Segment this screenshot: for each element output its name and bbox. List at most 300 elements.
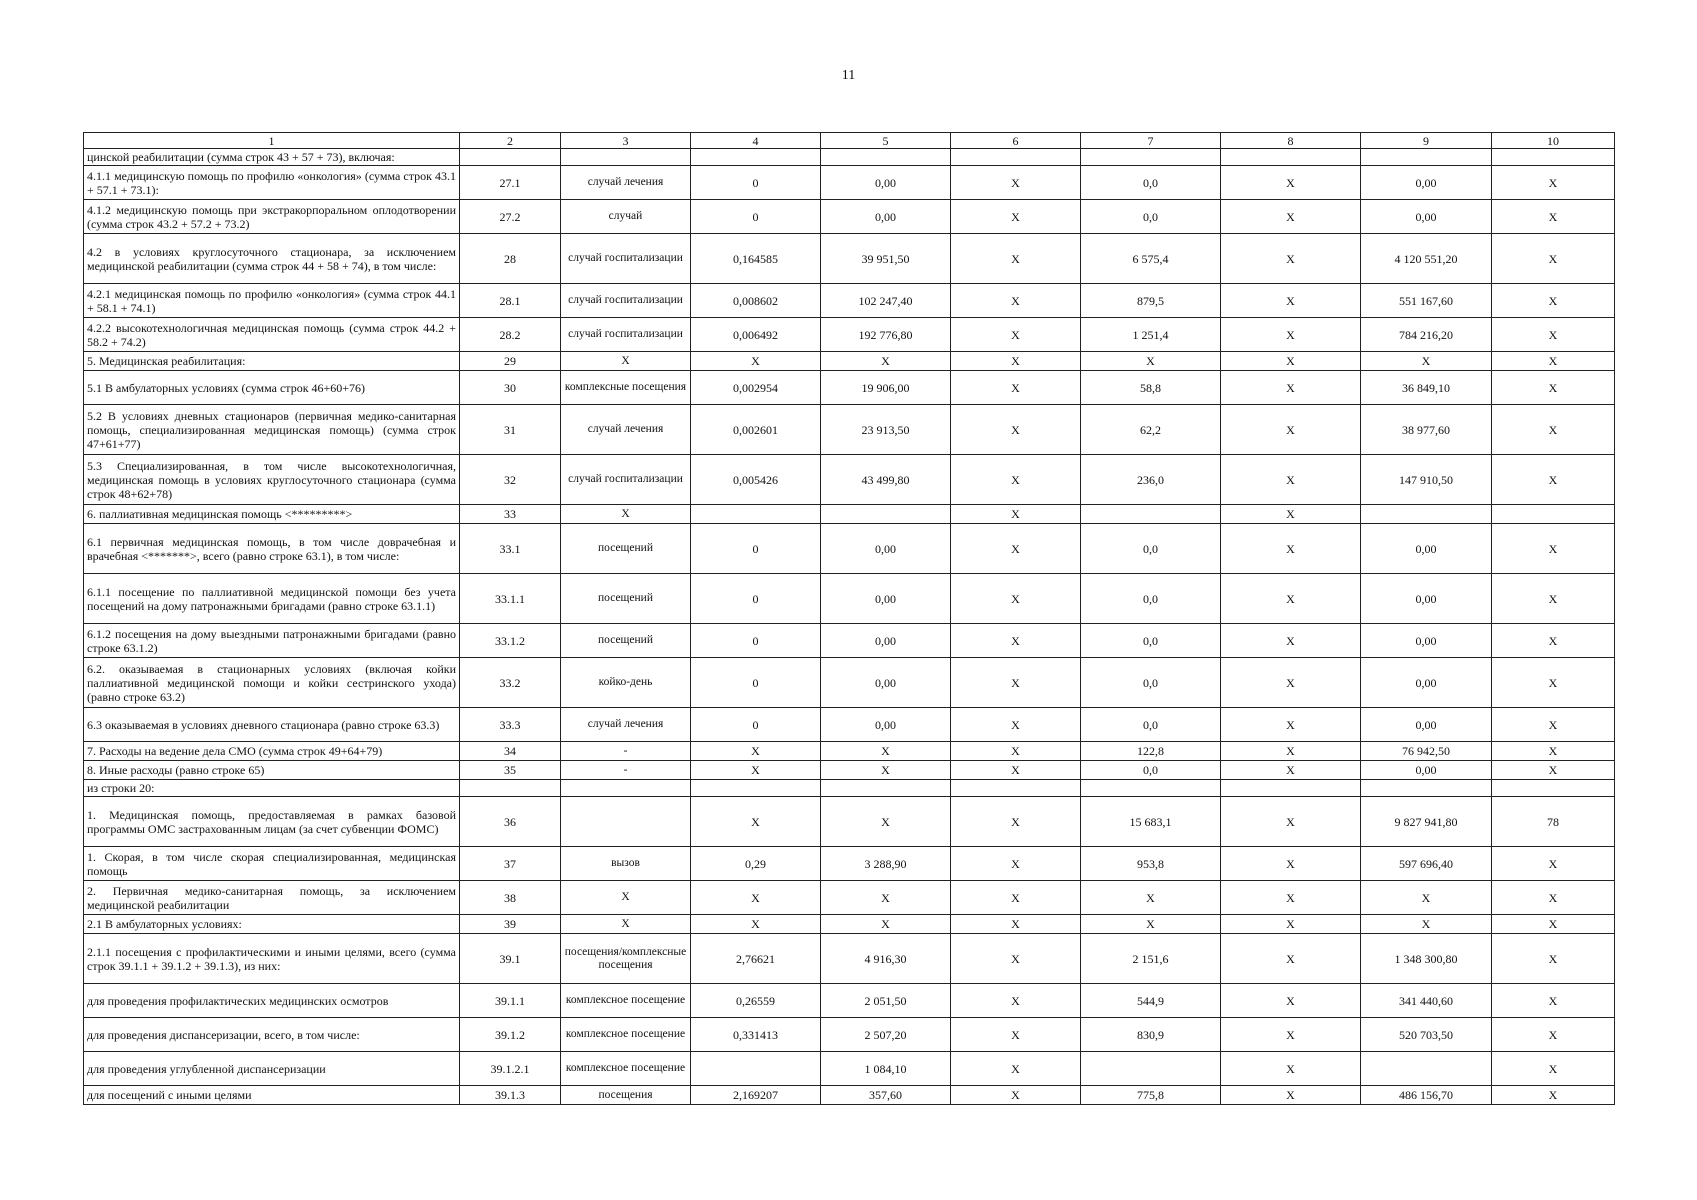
table-cell-col-8: Х <box>1221 761 1361 780</box>
column-header-2: 2 <box>460 133 561 149</box>
table-cell-col-7: Х <box>1081 915 1221 934</box>
table-cell-col-7: 0,0 <box>1081 624 1221 658</box>
table-cell-col-4: Х <box>691 761 821 780</box>
table-cell-col-10: Х <box>1492 455 1615 505</box>
table-cell-col-8: Х <box>1221 284 1361 318</box>
table-cell-col-4 <box>691 780 821 797</box>
table-cell-col-3: Х <box>561 505 691 524</box>
column-header-8: 8 <box>1221 133 1361 149</box>
table-cell-col-8: Х <box>1221 371 1361 405</box>
table-cell-col-3: вызов <box>561 847 691 881</box>
table-cell-col-6: Х <box>951 915 1081 934</box>
table-cell-col-4: Х <box>691 352 821 371</box>
table-cell-col-6: Х <box>951 742 1081 761</box>
table-row <box>84 1086 1615 1105</box>
table-cell-col-5: 0,00 <box>821 708 951 742</box>
header-row <box>84 133 1615 149</box>
table-cell-col-7 <box>1081 780 1221 797</box>
table-cell-col-10 <box>1492 505 1615 524</box>
table-cell-col-6: Х <box>951 371 1081 405</box>
table-cell-col-7: 953,8 <box>1081 847 1221 881</box>
table-cell-col-2: 33.1 <box>460 524 561 574</box>
table-cell-col-3: - <box>561 742 691 761</box>
table-cell-col-9: Х <box>1361 352 1492 371</box>
table-cell-col-8 <box>1221 780 1361 797</box>
table-cell-col-2: 28.2 <box>460 318 561 352</box>
table-cell-col-3: комплексное посещение <box>561 1052 691 1086</box>
row-label-cell: 8. Иные расходы (равно строке 65) <box>84 761 460 780</box>
table-cell-col-5: Х <box>821 761 951 780</box>
table-cell-col-3: случай госпитализации <box>561 455 691 505</box>
table-cell-col-8: Х <box>1221 934 1361 984</box>
table-cell-col-8: Х <box>1221 847 1361 881</box>
table-cell-col-9 <box>1361 1052 1492 1086</box>
table-cell-col-3 <box>561 149 691 166</box>
table-cell-col-3: комплексное посещение <box>561 1018 691 1052</box>
table-cell-col-4: Х <box>691 797 821 847</box>
row-label-cell: 6.1 первичная медицинская помощь, в том числе доврачебная и врачебная <*******>, всего (равно строке 63.1), в том числе: <box>84 524 460 574</box>
table-cell-col-2: 38 <box>460 881 561 915</box>
table-row <box>84 797 1615 847</box>
row-label-cell: 6.1.2 посещения на дому выездными патронажными бригадами (равно строке 63.1.2) <box>84 624 460 658</box>
row-label-cell: 5.3 Специализированная, в том числе высокотехнологичная, медицинская помощь в условиях круглосуточного стационара (сумма строк 48+62+78) <box>84 455 460 505</box>
table-cell-col-7: 62,2 <box>1081 405 1221 455</box>
table-cell-col-5 <box>821 149 951 166</box>
row-label-cell: 1. Скорая, в том числе скорая специализированная, медицинская помощь <box>84 847 460 881</box>
table-cell-col-5: 0,00 <box>821 624 951 658</box>
table-cell-col-3: - <box>561 761 691 780</box>
table-cell-col-2: 39.1 <box>460 934 561 984</box>
table-row <box>84 524 1615 574</box>
table-row <box>84 934 1615 984</box>
row-label-cell: 6.3 оказываемая в условиях дневного стационара (равно строке 63.3) <box>84 708 460 742</box>
table-cell-col-7: 0,0 <box>1081 761 1221 780</box>
table-cell-col-5: 23 913,50 <box>821 405 951 455</box>
table-cell-col-5: Х <box>821 915 951 934</box>
row-label-cell: 5.1 В амбулаторных условиях (сумма строк 46+60+76) <box>84 371 460 405</box>
table-cell-col-8 <box>1221 149 1361 166</box>
table-cell-col-6: Х <box>951 505 1081 524</box>
row-label-cell: 2.1 В амбулаторных условиях: <box>84 915 460 934</box>
table-cell-col-9: 551 167,60 <box>1361 284 1492 318</box>
table-cell-col-8: Х <box>1221 658 1361 708</box>
table-cell-col-9: 784 216,20 <box>1361 318 1492 352</box>
column-header-10: 10 <box>1492 133 1615 149</box>
table-cell-col-4: 0,006492 <box>691 318 821 352</box>
table-cell-col-2: 33 <box>460 505 561 524</box>
table-cell-col-6: Х <box>951 405 1081 455</box>
table-cell-col-5: 3 288,90 <box>821 847 951 881</box>
row-label-cell: для проведения профилактических медицинских осмотров <box>84 984 460 1018</box>
table-cell-col-10: Х <box>1492 352 1615 371</box>
table-cell-col-2: 27.1 <box>460 166 561 200</box>
table-cell-col-9: 0,00 <box>1361 524 1492 574</box>
table-cell-col-5: Х <box>821 881 951 915</box>
table-cell-col-3: посещений <box>561 524 691 574</box>
table-cell-col-7 <box>1081 1052 1221 1086</box>
table-cell-col-3: случай госпитализации <box>561 284 691 318</box>
column-header-7: 7 <box>1081 133 1221 149</box>
table-cell-col-4: 0,002601 <box>691 405 821 455</box>
table-cell-col-7: 6 575,4 <box>1081 234 1221 284</box>
table-row <box>84 352 1615 371</box>
table-cell-col-5: Х <box>821 742 951 761</box>
table-cell-col-8: Х <box>1221 742 1361 761</box>
table-cell-col-4: 0 <box>691 574 821 624</box>
table-cell-col-9: 38 977,60 <box>1361 405 1492 455</box>
table-cell-col-6: Х <box>951 166 1081 200</box>
table-cell-col-9: 1 348 300,80 <box>1361 934 1492 984</box>
table-cell-col-4: 0 <box>691 524 821 574</box>
row-label-cell: 2. Первичная медико-санитарная помощь, за исключением медицинской реабилитации <box>84 881 460 915</box>
table-cell-col-6 <box>951 780 1081 797</box>
table-cell-col-8: Х <box>1221 234 1361 284</box>
table-cell-col-10: Х <box>1492 984 1615 1018</box>
table-cell-col-9: 486 156,70 <box>1361 1086 1492 1105</box>
table-cell-col-5 <box>821 505 951 524</box>
table-cell-col-6: Х <box>951 934 1081 984</box>
table-cell-col-3: комплексное посещение <box>561 984 691 1018</box>
table-cell-col-7: 0,0 <box>1081 658 1221 708</box>
table-cell-col-10: Х <box>1492 405 1615 455</box>
table-cell-col-10: Х <box>1492 200 1615 234</box>
table-cell-col-2: 28 <box>460 234 561 284</box>
table-cell-col-10: Х <box>1492 1086 1615 1105</box>
table-cell-col-4: 0,005426 <box>691 455 821 505</box>
table-cell-col-3: случай лечения <box>561 405 691 455</box>
table-cell-col-9: 597 696,40 <box>1361 847 1492 881</box>
row-label-cell: для посещений с иными целями <box>84 1086 460 1105</box>
table-cell-col-2: 37 <box>460 847 561 881</box>
table-cell-col-8: Х <box>1221 881 1361 915</box>
table-cell-col-2: 39.1.2.1 <box>460 1052 561 1086</box>
table-cell-col-10: Х <box>1492 1052 1615 1086</box>
table-cell-col-2: 39.1.2 <box>460 1018 561 1052</box>
table-cell-col-5: 102 247,40 <box>821 284 951 318</box>
table-cell-col-3: случай лечения <box>561 708 691 742</box>
table-cell-col-7: 1 251,4 <box>1081 318 1221 352</box>
row-label-cell: для проведения диспансеризации, всего, в том числе: <box>84 1018 460 1052</box>
table-cell-col-6: Х <box>951 708 1081 742</box>
table-cell-col-6: Х <box>951 1052 1081 1086</box>
table-cell-col-9: Х <box>1361 881 1492 915</box>
table-cell-col-2: 35 <box>460 761 561 780</box>
table-cell-col-8: Х <box>1221 405 1361 455</box>
table-cell-col-10: Х <box>1492 708 1615 742</box>
table-cell-col-4: Х <box>691 915 821 934</box>
table-cell-col-4: 0 <box>691 708 821 742</box>
table-cell-col-8: Х <box>1221 797 1361 847</box>
table-cell-col-3: Х <box>561 915 691 934</box>
table-cell-col-2: 39.1.3 <box>460 1086 561 1105</box>
row-label-cell: 7. Расходы на ведение дела СМО (сумма строк 49+64+79) <box>84 742 460 761</box>
table-cell-col-5: 0,00 <box>821 524 951 574</box>
table-cell-col-4: 0,331413 <box>691 1018 821 1052</box>
table-cell-col-10: Х <box>1492 166 1615 200</box>
table-cell-col-10: Х <box>1492 847 1615 881</box>
column-header-3: 3 <box>561 133 691 149</box>
table-cell-col-8: Х <box>1221 352 1361 371</box>
table-cell-col-10: Х <box>1492 761 1615 780</box>
table-cell-col-9: 0,00 <box>1361 708 1492 742</box>
column-header-5: 5 <box>821 133 951 149</box>
table-cell-col-5: 4 916,30 <box>821 934 951 984</box>
table-cell-col-5: Х <box>821 352 951 371</box>
column-header-4: 4 <box>691 133 821 149</box>
table-cell-col-8: Х <box>1221 574 1361 624</box>
column-header-9: 9 <box>1361 133 1492 149</box>
table-cell-col-4 <box>691 149 821 166</box>
table-cell-col-5: Х <box>821 797 951 847</box>
table-row <box>84 200 1615 234</box>
table-row <box>84 708 1615 742</box>
row-label-cell: из строки 20: <box>84 780 460 797</box>
table-cell-col-9: 76 942,50 <box>1361 742 1492 761</box>
row-label-cell: 4.2.1 медицинская помощь по профилю «онкология» (сумма строк 44.1 + 58.1 + 74.1) <box>84 284 460 318</box>
table-cell-col-5: 43 499,80 <box>821 455 951 505</box>
column-header-6: 6 <box>951 133 1081 149</box>
table-cell-col-10: 78 <box>1492 797 1615 847</box>
table-cell-col-2: 27.2 <box>460 200 561 234</box>
table-cell-col-8: Х <box>1221 318 1361 352</box>
table-cell-col-7: 236,0 <box>1081 455 1221 505</box>
table-cell-col-6: Х <box>951 574 1081 624</box>
table-cell-col-2: 33.1.1 <box>460 574 561 624</box>
table-cell-col-7: 122,8 <box>1081 742 1221 761</box>
table-cell-col-3: случай госпитализации <box>561 234 691 284</box>
table-cell-col-6: Х <box>951 318 1081 352</box>
data-table <box>83 132 1615 1105</box>
row-label-cell: 5. Медицинская реабилитация: <box>84 352 460 371</box>
table-row <box>84 780 1615 797</box>
table-cell-col-9: 4 120 551,20 <box>1361 234 1492 284</box>
table-cell-col-3: случай <box>561 200 691 234</box>
table-cell-col-6: Х <box>951 284 1081 318</box>
row-label-cell: 4.1.1 медицинскую помощь по профилю «онкология» (сумма строк 43.1 + 57.1 + 73.1): <box>84 166 460 200</box>
row-label-cell: цинской реабилитации (сумма строк 43 + 57 + 73), включая: <box>84 149 460 166</box>
row-label-cell: 4.1.2 медицинскую помощь при экстракорпоральном оплодотворении (сумма строк 43.2 + 57.2 + 73.2) <box>84 200 460 234</box>
table-cell-col-9: 0,00 <box>1361 200 1492 234</box>
table-cell-col-8: Х <box>1221 984 1361 1018</box>
table-cell-col-2 <box>460 149 561 166</box>
table-cell-col-10: Х <box>1492 915 1615 934</box>
table-cell-col-8: Х <box>1221 505 1361 524</box>
table-cell-col-2: 33.2 <box>460 658 561 708</box>
table-cell-col-4: 0,008602 <box>691 284 821 318</box>
table-row <box>84 984 1615 1018</box>
table-cell-col-8: Х <box>1221 455 1361 505</box>
table-row <box>84 166 1615 200</box>
table-cell-col-10 <box>1492 780 1615 797</box>
table-cell-col-3: посещения/комплексные посещения <box>561 934 691 984</box>
table-cell-col-9: 36 849,10 <box>1361 371 1492 405</box>
table-cell-col-6: Х <box>951 352 1081 371</box>
table-cell-col-9 <box>1361 149 1492 166</box>
table-cell-col-6: Х <box>951 847 1081 881</box>
table-cell-col-6: Х <box>951 524 1081 574</box>
table-cell-col-9: 0,00 <box>1361 166 1492 200</box>
table-cell-col-10: Х <box>1492 742 1615 761</box>
table-row <box>84 284 1615 318</box>
table-cell-col-6: Х <box>951 984 1081 1018</box>
table-cell-col-6 <box>951 149 1081 166</box>
table-cell-col-10 <box>1492 149 1615 166</box>
table-cell-col-10: Х <box>1492 524 1615 574</box>
table-cell-col-2: 36 <box>460 797 561 847</box>
table-cell-col-9: 0,00 <box>1361 574 1492 624</box>
table-cell-col-4: 0 <box>691 658 821 708</box>
table-cell-col-4: 0 <box>691 624 821 658</box>
table-cell-col-5: 2 507,20 <box>821 1018 951 1052</box>
table-cell-col-4 <box>691 1052 821 1086</box>
table-row <box>84 405 1615 455</box>
table-cell-col-7: 775,8 <box>1081 1086 1221 1105</box>
table-cell-col-5: 0,00 <box>821 166 951 200</box>
table-cell-col-9: Х <box>1361 915 1492 934</box>
table-cell-col-3: Х <box>561 881 691 915</box>
table-row <box>84 574 1615 624</box>
table-row <box>84 455 1615 505</box>
table-cell-col-6: Х <box>951 658 1081 708</box>
row-label-cell: 1. Медицинская помощь, предоставляемая в рамках базовой программы ОМС застрахованным лицам (за счет субвенции ФОМС) <box>84 797 460 847</box>
table-cell-col-9: 520 703,50 <box>1361 1018 1492 1052</box>
table-cell-col-3: комплексные посещения <box>561 371 691 405</box>
column-header-1: 1 <box>84 133 460 149</box>
table-cell-col-10: Х <box>1492 881 1615 915</box>
table-row <box>84 742 1615 761</box>
table-cell-col-4: Х <box>691 742 821 761</box>
table-row <box>84 234 1615 284</box>
table-cell-col-10: Х <box>1492 284 1615 318</box>
table-cell-col-6: Х <box>951 624 1081 658</box>
table-cell-col-2: 31 <box>460 405 561 455</box>
table-row <box>84 371 1615 405</box>
table-cell-col-6: Х <box>951 797 1081 847</box>
table-cell-col-7: 0,0 <box>1081 574 1221 624</box>
table-cell-col-6: Х <box>951 200 1081 234</box>
table-cell-col-2: 28.1 <box>460 284 561 318</box>
table-cell-col-7: 544,9 <box>1081 984 1221 1018</box>
table-cell-col-6: Х <box>951 234 1081 284</box>
table-row <box>84 1018 1615 1052</box>
table-cell-col-3: койко-день <box>561 658 691 708</box>
table-cell-col-8: Х <box>1221 1052 1361 1086</box>
table-cell-col-7: 879,5 <box>1081 284 1221 318</box>
table-cell-col-2: 30 <box>460 371 561 405</box>
table-cell-col-3: посещения <box>561 1086 691 1105</box>
table-row <box>84 847 1615 881</box>
table-row <box>84 881 1615 915</box>
table-cell-col-9: 147 910,50 <box>1361 455 1492 505</box>
row-label-cell: 6. паллиативная медицинская помощь <*********> <box>84 505 460 524</box>
table-cell-col-3: случай лечения <box>561 166 691 200</box>
table-cell-col-8: Х <box>1221 915 1361 934</box>
table-cell-col-7: 58,8 <box>1081 371 1221 405</box>
table-cell-col-10: Х <box>1492 234 1615 284</box>
table-row <box>84 505 1615 524</box>
table-cell-col-8: Х <box>1221 1018 1361 1052</box>
table-cell-col-3: случай госпитализации <box>561 318 691 352</box>
table-cell-col-9: 341 440,60 <box>1361 984 1492 1018</box>
table-cell-col-5: 0,00 <box>821 658 951 708</box>
table-cell-col-8: Х <box>1221 624 1361 658</box>
table-cell-col-2: 33.1.2 <box>460 624 561 658</box>
table-cell-col-4: 0 <box>691 166 821 200</box>
table-cell-col-9: 0,00 <box>1361 761 1492 780</box>
table-cell-col-3: посещений <box>561 624 691 658</box>
table-cell-col-7: 830,9 <box>1081 1018 1221 1052</box>
table-cell-col-2: 39 <box>460 915 561 934</box>
row-label-cell: 5.2 В условиях дневных стационаров (первичная медико-санитарная помощь, специализированная медицинская помощь) (сумма строк 47+61+77) <box>84 405 460 455</box>
table-cell-col-4: 2,76621 <box>691 934 821 984</box>
table-cell-col-7: Х <box>1081 352 1221 371</box>
row-label-cell: 4.2 в условиях круглосуточного стационара, за исключением медицинской реабилитации (сумма строк 44 + 58 + 74), в том числе: <box>84 234 460 284</box>
table-cell-col-5: 39 951,50 <box>821 234 951 284</box>
table-cell-col-4 <box>691 505 821 524</box>
table-cell-col-2 <box>460 780 561 797</box>
table-cell-col-7: 2 151,6 <box>1081 934 1221 984</box>
table-cell-col-5: 192 776,80 <box>821 318 951 352</box>
table-cell-col-6: Х <box>951 881 1081 915</box>
table-cell-col-6: Х <box>951 1018 1081 1052</box>
table-cell-col-3: посещений <box>561 574 691 624</box>
table-cell-col-10: Х <box>1492 318 1615 352</box>
table-row <box>84 915 1615 934</box>
table-cell-col-4: 0,26559 <box>691 984 821 1018</box>
table-cell-col-6: Х <box>951 1086 1081 1105</box>
table-cell-col-5: 19 906,00 <box>821 371 951 405</box>
table-cell-col-7: 0,0 <box>1081 708 1221 742</box>
table-row <box>84 658 1615 708</box>
table-cell-col-5: 0,00 <box>821 200 951 234</box>
table-cell-col-3 <box>561 797 691 847</box>
table-row <box>84 318 1615 352</box>
table-cell-col-9 <box>1361 505 1492 524</box>
row-label-cell: 4.2.2 высокотехнологичная медицинская помощь (сумма строк 44.2 + 58.2 + 74.2) <box>84 318 460 352</box>
table-cell-col-7: 0,0 <box>1081 166 1221 200</box>
table-cell-col-9: 0,00 <box>1361 658 1492 708</box>
table-cell-col-2: 32 <box>460 455 561 505</box>
row-label-cell: 6.1.1 посещение по паллиативной медицинской помощи без учета посещений на дому патронажными бригадами (равно строке 63.1.1) <box>84 574 460 624</box>
table-cell-col-5: 357,60 <box>821 1086 951 1105</box>
table-cell-col-10: Х <box>1492 371 1615 405</box>
table-cell-col-5: 1 084,10 <box>821 1052 951 1086</box>
table-cell-col-8: Х <box>1221 1086 1361 1105</box>
table-cell-col-4: 0,002954 <box>691 371 821 405</box>
table-cell-col-4: 0,164585 <box>691 234 821 284</box>
table-cell-col-2: 33.3 <box>460 708 561 742</box>
table-cell-col-8: Х <box>1221 166 1361 200</box>
table-row <box>84 761 1615 780</box>
table-row <box>84 149 1615 166</box>
table-cell-col-2: 34 <box>460 742 561 761</box>
table-cell-col-9: 0,00 <box>1361 624 1492 658</box>
table-cell-col-7: 0,0 <box>1081 200 1221 234</box>
table-cell-col-7: 0,0 <box>1081 524 1221 574</box>
table-cell-col-9 <box>1361 780 1492 797</box>
table-row <box>84 624 1615 658</box>
table-cell-col-6: Х <box>951 761 1081 780</box>
page-number: 11 <box>841 68 856 83</box>
table-cell-col-6: Х <box>951 455 1081 505</box>
table-cell-col-4: 0 <box>691 200 821 234</box>
table-cell-col-3 <box>561 780 691 797</box>
table-row <box>84 1052 1615 1086</box>
table-cell-col-2: 29 <box>460 352 561 371</box>
table-cell-col-7 <box>1081 505 1221 524</box>
table-cell-col-4: Х <box>691 881 821 915</box>
table-cell-col-8: Х <box>1221 524 1361 574</box>
